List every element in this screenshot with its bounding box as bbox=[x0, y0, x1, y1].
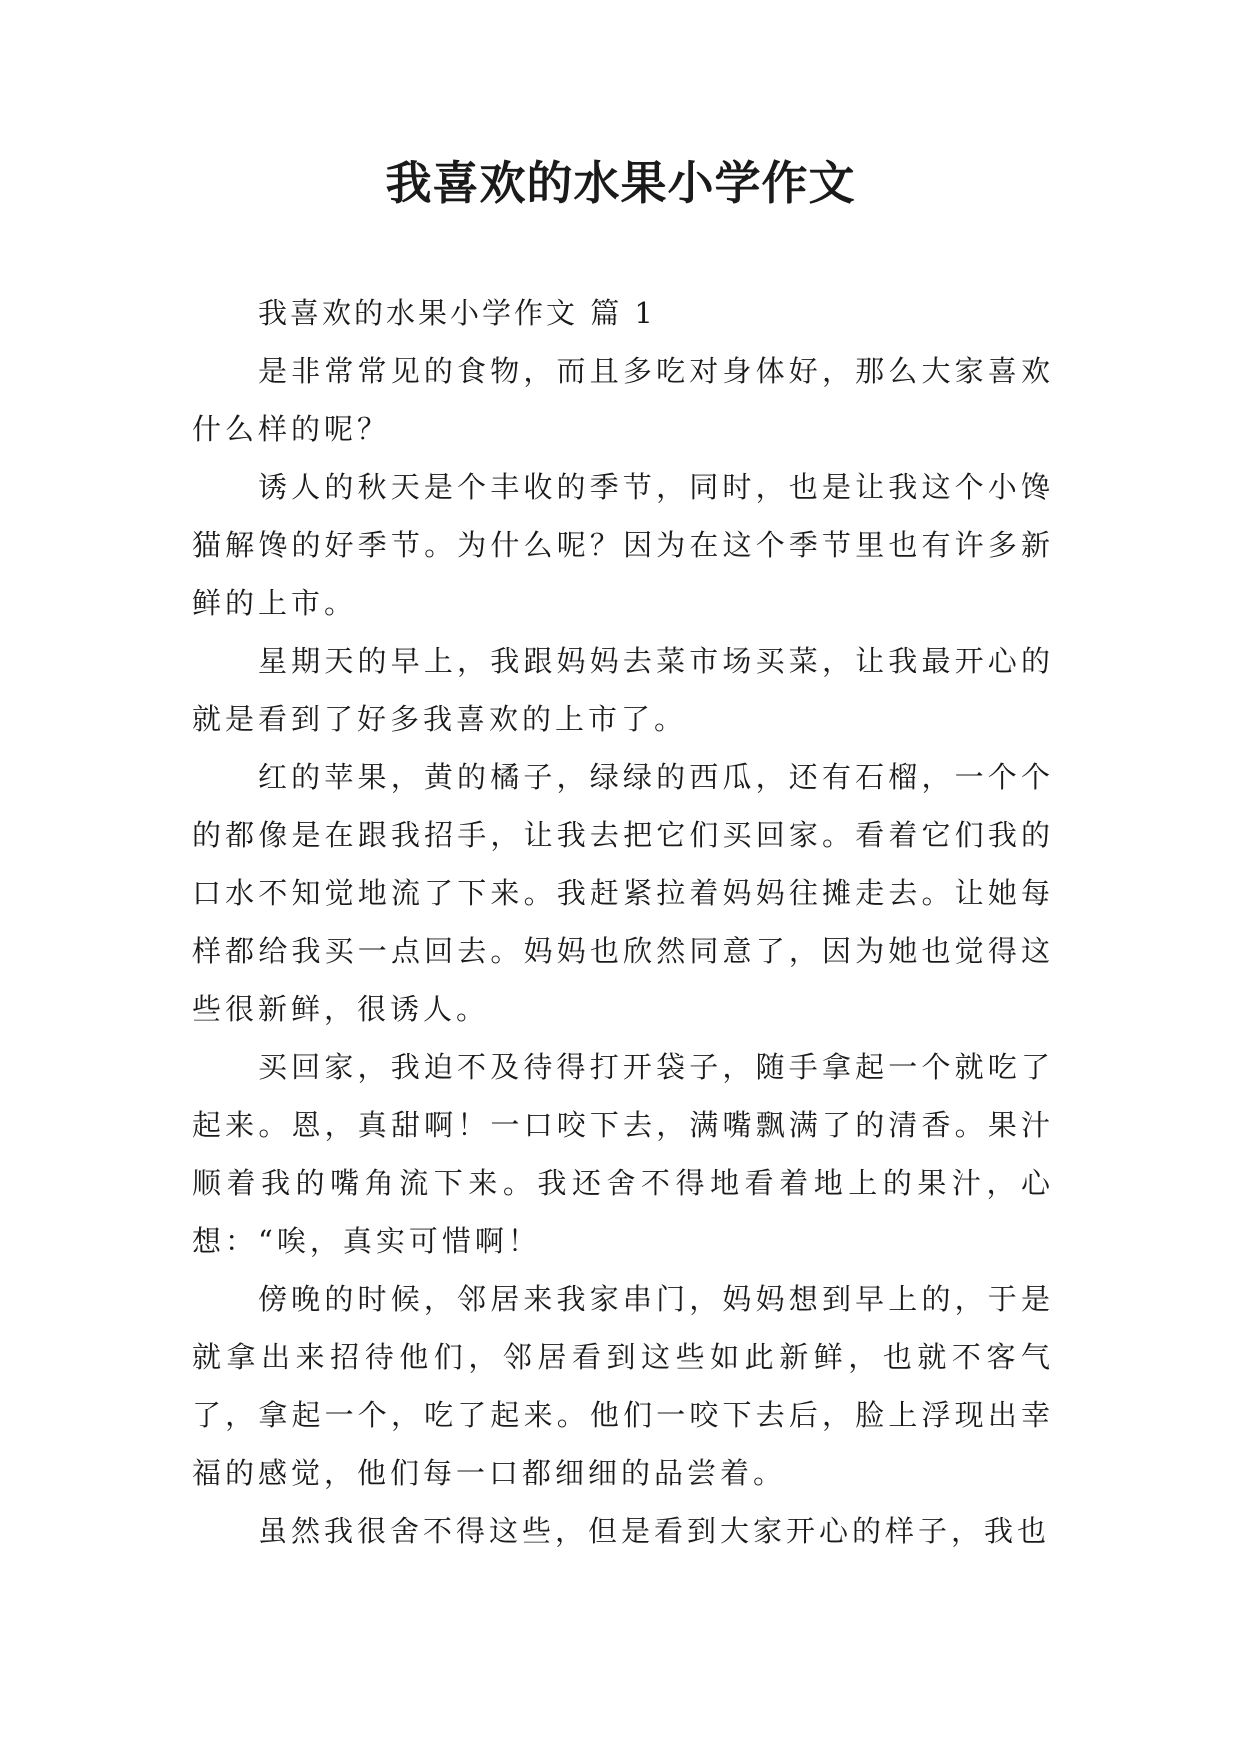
paragraph: 红的苹果，黄的橘子，绿绿的西瓜，还有石榴，一个个的都像是在跟我招手，让我去把它们买回家。看着它们我的口水不知觉地流了下来。我赶紧拉着妈妈往摊走去。让她每样都给我买一点回去。妈妈也欣然同意了，因为她也觉得这些很新鲜，很诱人。 bbox=[192, 760, 1054, 1026]
paragraph: 虽然我很舍不得这些，但是看到大家开心的样子，我也 bbox=[258, 1514, 1051, 1548]
paragraph: 傍晚的时候，邻居来我家串门，妈妈想到早上的，于是就拿出来招待他们，邻居看到这些如此新鲜，也就不客气了，拿起一个，吃了起来。他们一咬下去后，脸上浮现出幸福的感觉，他们每一口都细细的品尝着。 bbox=[192, 1282, 1054, 1490]
paragraph: 诱人的秋天是个丰收的季节，同时，也是让我这个小馋猫解馋的好季节。为什么呢？因为在这个季节里也有许多新鲜的上市。 bbox=[192, 470, 1054, 620]
section-heading: 我喜欢的水果小学作文 篇 1 bbox=[258, 296, 656, 330]
paragraph: 是非常常见的食物，而且多吃对身体好，那么大家喜欢什么样的呢？ bbox=[192, 354, 1054, 446]
paragraph: 买回家，我迫不及待得打开袋子，随手拿起一个就吃了起来。恩，真甜啊！一口咬下去，满嘴飘满了的清香。果汁顺着我的嘴角流下来。我还舍不得地看着地上的果汁，心想：“唉，真实可惜啊！ bbox=[192, 1050, 1054, 1258]
paragraph: 星期天的早上，我跟妈妈去菜市场买菜，让我最开心的就是看到了好多我喜欢的上市了。 bbox=[192, 644, 1054, 736]
document-title: 我喜欢的水果小学作文 bbox=[385, 156, 856, 210]
document-body bbox=[192, 284, 1054, 1560]
